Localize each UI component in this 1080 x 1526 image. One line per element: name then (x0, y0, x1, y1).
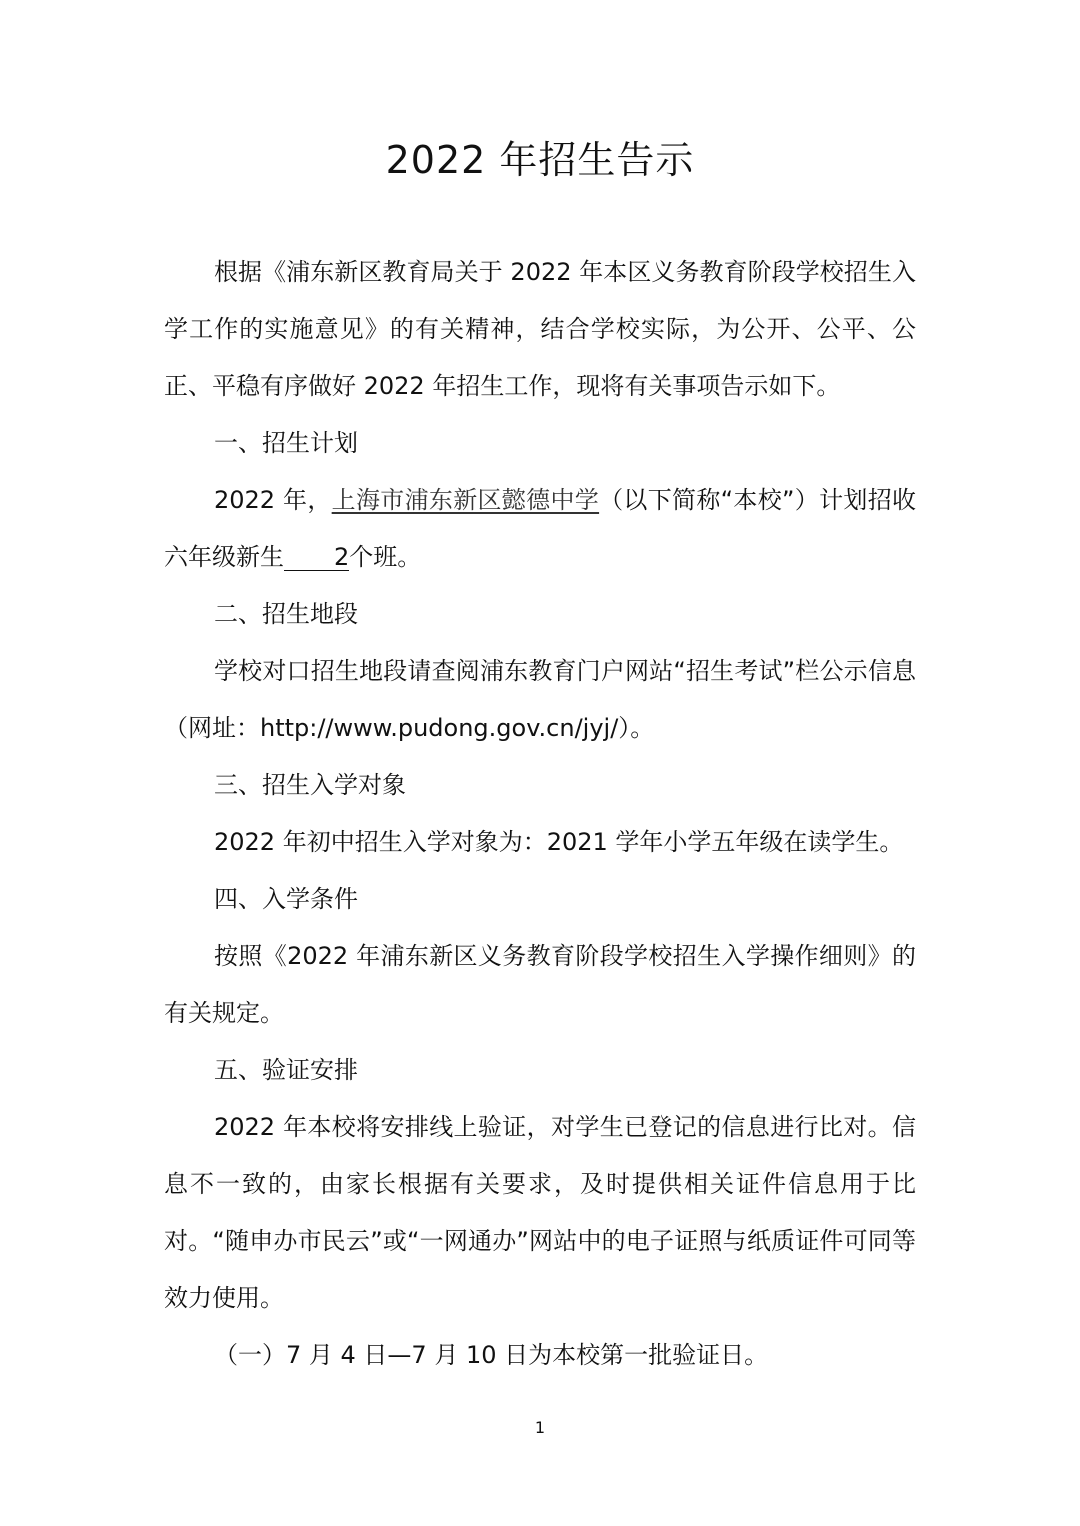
section-5-heading: 五、验证安排 (214, 1056, 358, 1084)
document-body (164, 244, 916, 1384)
page-number: 1 (534, 1418, 546, 1437)
section-3-heading: 三、招生入学对象 (214, 771, 406, 799)
section-5-item-1: （一）7 月 4 日—7 月 10 日为本校第一批验证日。 (214, 1341, 769, 1369)
section-2-heading: 二、招生地段 (214, 600, 358, 628)
intro-paragraph: 根据《浦东新区教育局关于 2022 年本区义务教育阶段学校招生入学工作的实施意见》的有关精神，结合学校实际，为公开、公平、公正、平稳有序做好 2022 年招生工作，现将有关事项告示如下。 (164, 258, 916, 400)
section-1-paragraph (164, 472, 916, 586)
section-4-heading: 四、入学条件 (214, 885, 358, 913)
section-3-paragraph: 2022 年初中招生入学对象为：2021 学年小学五年级在读学生。 (214, 828, 904, 856)
section-2-paragraph: 学校对口招生地段请查阅浦东教育门户网站“招生考试”栏公示信息（网址：http://www.pudong.gov.cn/jyj/）。 (164, 657, 916, 742)
section-1-heading: 一、招生计划 (214, 429, 358, 457)
section-1-text-before: 2022 年， (214, 486, 332, 514)
section-1-text-middle: （以下简称“本校”）计划招收六年级新生 (164, 486, 917, 571)
section-4-paragraph: 按照《2022 年浦东新区义务教育阶段学校招生入学操作细则》的有关规定。 (164, 942, 916, 1027)
page-title: 2022 年招生告示 (385, 138, 695, 182)
school-name: 上海市浦东新区懿德中学 (331, 486, 600, 514)
class-count: 2 (284, 544, 349, 571)
section-1-text-after: 个班。 (349, 543, 422, 571)
section-5-paragraph: 2022 年本校将安排线上验证，对学生已登记的信息进行比对。信息不一致的，由家长根据有关要求，及时提供相关证件信息用于比对。“随申办市民云”或“一网通办”网站中的电子证照与纸质证件可同等效力使用。 (164, 1113, 916, 1312)
